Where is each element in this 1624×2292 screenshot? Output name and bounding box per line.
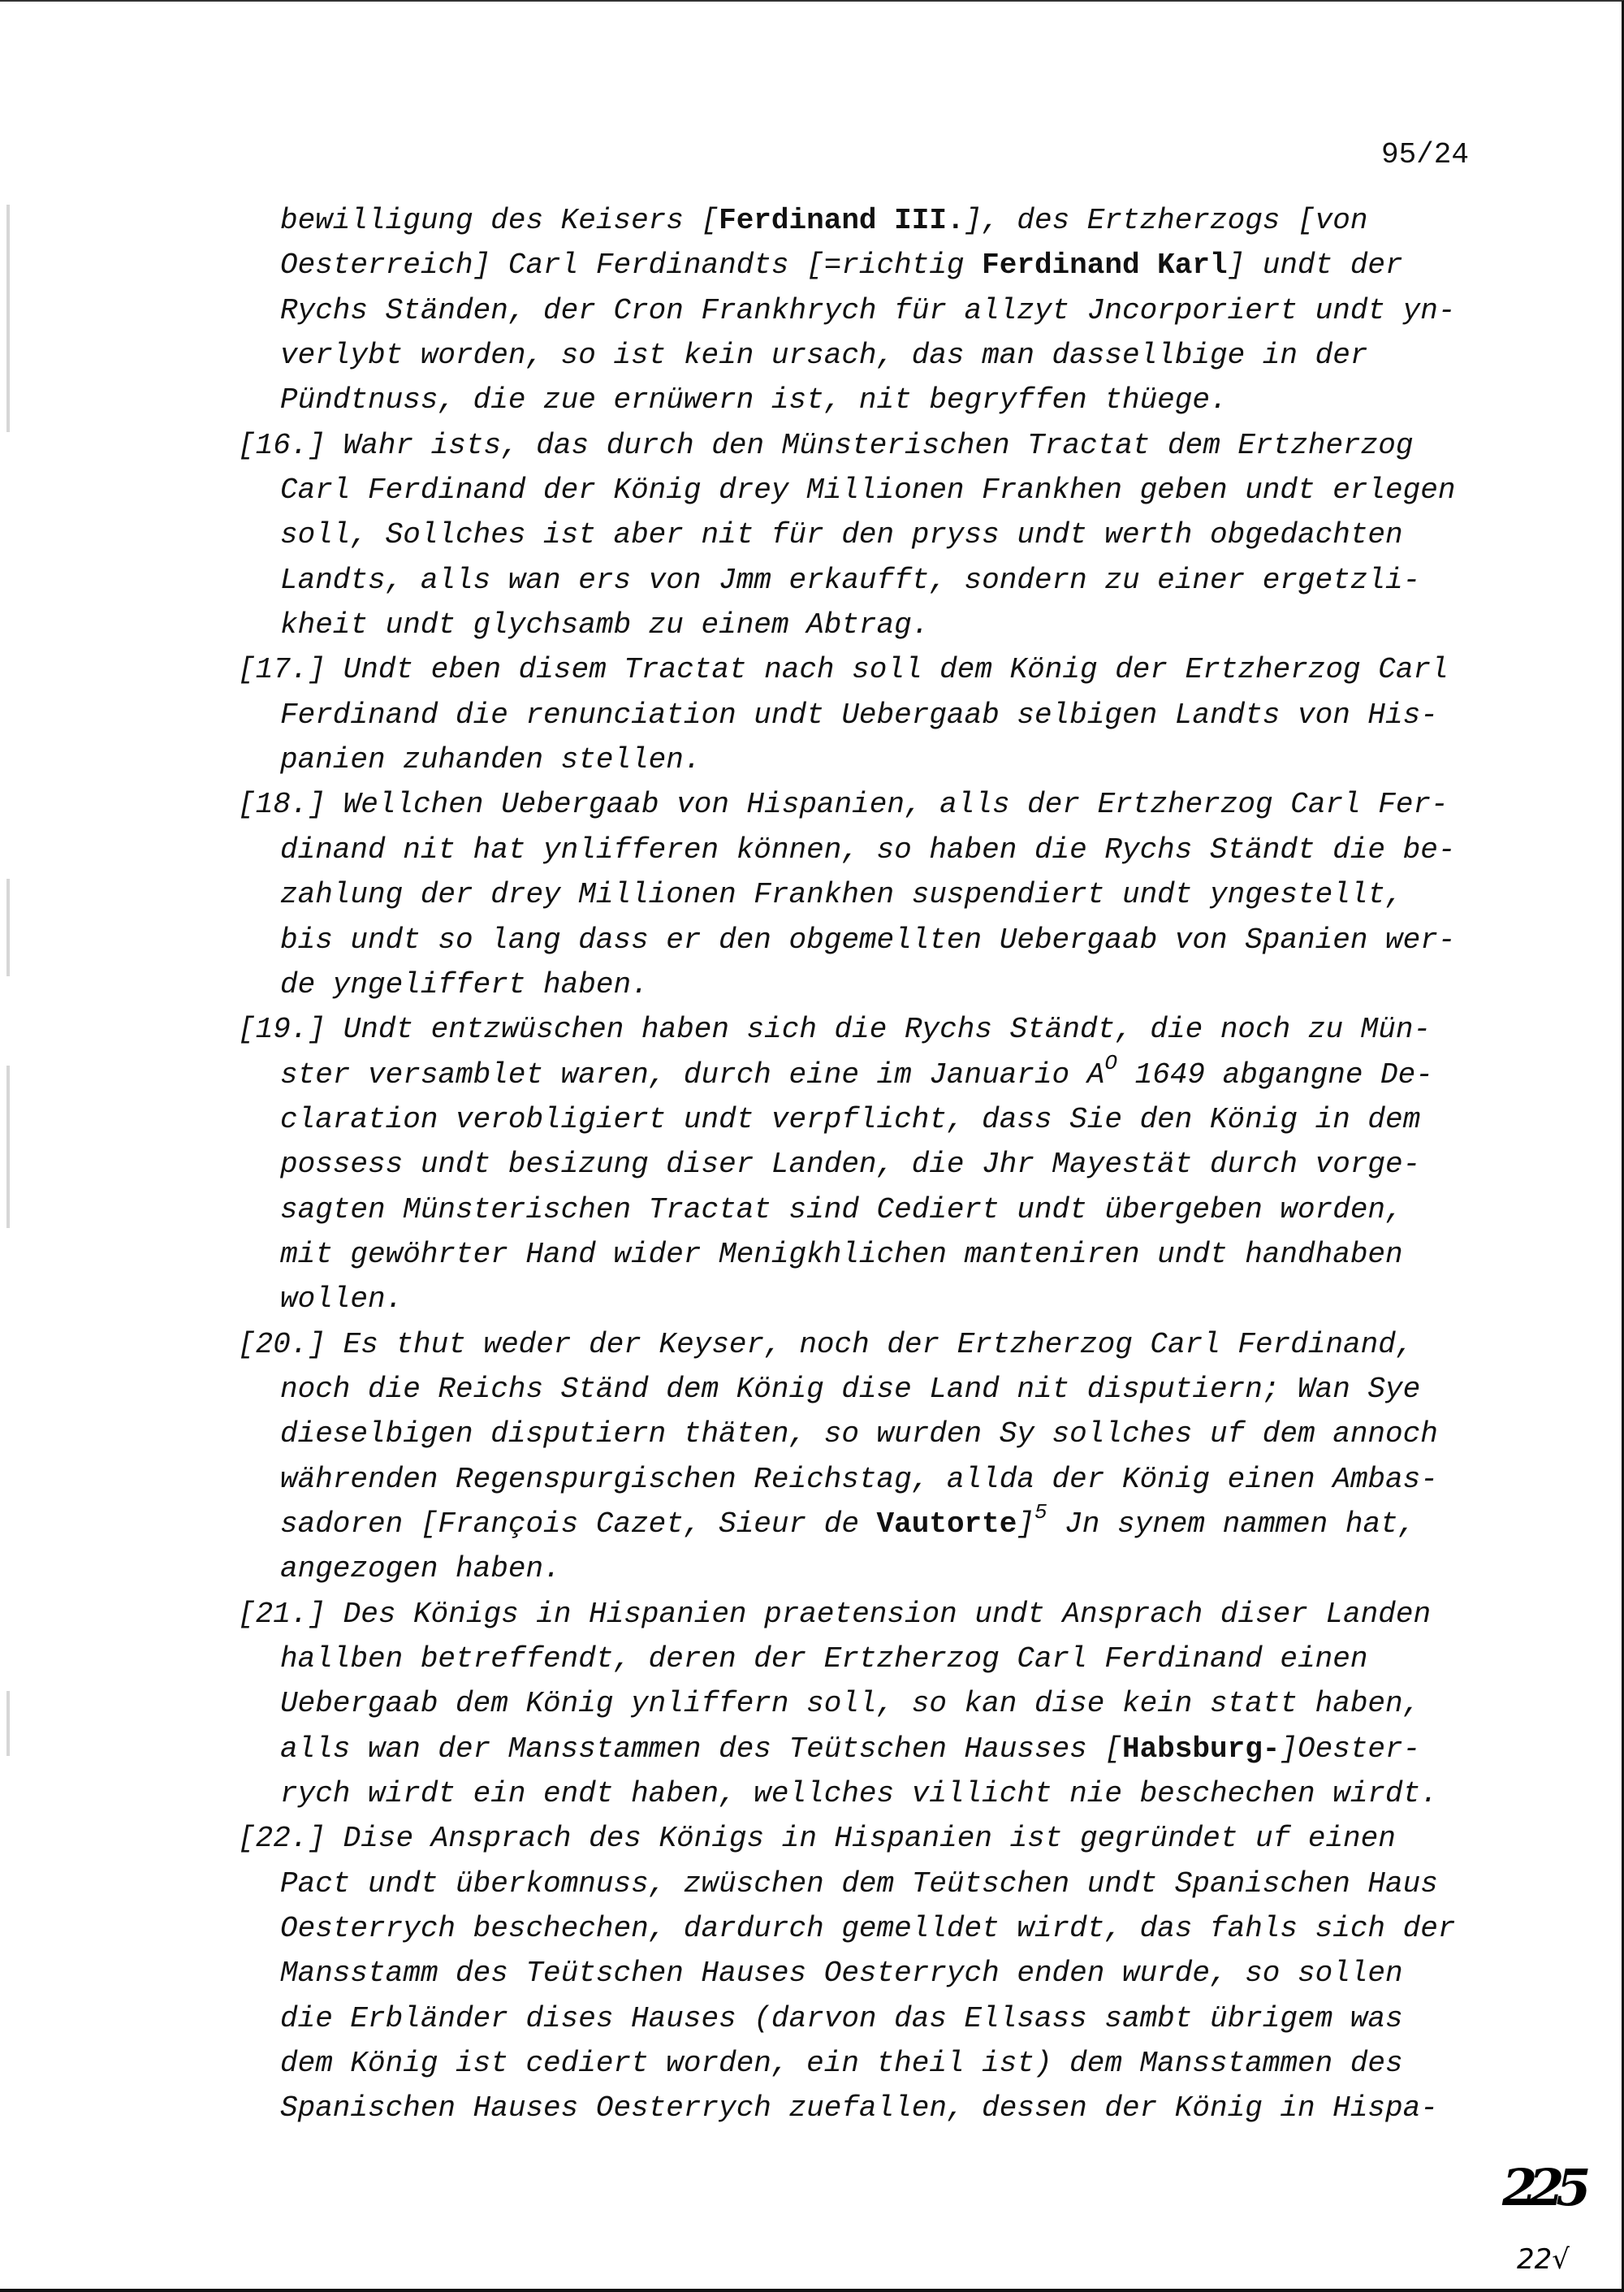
text-segment: Oesterreich] Carl Ferdinandts [=richtig bbox=[280, 249, 983, 283]
text-segment: 1649 abgangne De- bbox=[1116, 1057, 1433, 1092]
text-segment: ] bbox=[1017, 1507, 1034, 1541]
text-line bbox=[0, 1816, 1543, 1861]
text-segment: Oesterrych beschechen, dardurch gemelldet wirdt, das fahls sich der bbox=[280, 1912, 1456, 1946]
text-line bbox=[0, 1322, 1543, 1367]
text-segment: Carl Ferdinand der König drey Millionen Frankhen geben undt erlegen bbox=[280, 474, 1456, 508]
text-line bbox=[0, 1592, 1543, 1637]
superscript: O bbox=[1104, 1050, 1117, 1075]
text-segment: kheit undt glychsamb zu einem Abtrag. bbox=[280, 608, 930, 642]
handwritten-folio-number-small: 22√ bbox=[1517, 2243, 1570, 2276]
text-segment: ], des Ertzherzogs [von bbox=[964, 204, 1368, 237]
text-line bbox=[0, 2086, 1543, 2130]
text-segment: sadoren [François Cazet, Sieur de bbox=[280, 1507, 877, 1541]
text-line bbox=[0, 198, 1543, 243]
document-body bbox=[0, 198, 1543, 2131]
text-line bbox=[0, 872, 1543, 917]
text-line bbox=[0, 737, 1543, 782]
text-segment: sagten Münsterischen Tractat sind Cediert undt übergeben worden, bbox=[280, 1192, 1403, 1226]
text-line bbox=[0, 288, 1543, 333]
text-segment: panien zuhanden stellen. bbox=[280, 743, 702, 777]
text-segment: claration verobligiert undt verpflicht, dass Sie den König in dem bbox=[280, 1102, 1421, 1136]
text-segment: Uebergaab dem König ynliffern soll, so kan dise kein statt haben, bbox=[280, 1687, 1421, 1721]
paragraph-number: [22.] bbox=[238, 1822, 326, 1856]
text-segment: Rychs Ständen, der Cron Frankhrych für allzyt Jncorporiert undt yn- bbox=[280, 293, 1456, 327]
text-line bbox=[0, 1142, 1543, 1187]
bold-name: Vautorte bbox=[876, 1507, 1017, 1541]
text-segment: Landts, alls wan ers von Jmm erkaufft, sondern zu einer ergetzli- bbox=[280, 563, 1421, 597]
text-segment: Dise Ansprach des Königs in Hispanien ist gegründet uf einen bbox=[343, 1822, 1396, 1856]
text-line bbox=[0, 1681, 1543, 1726]
text-segment: dinand nit hat ynlifferen können, so haben die Rychs Ständt die be- bbox=[280, 832, 1456, 867]
text-line bbox=[0, 1996, 1543, 2041]
text-line bbox=[0, 1637, 1543, 1681]
text-line bbox=[0, 1232, 1543, 1277]
text-line bbox=[0, 558, 1543, 603]
text-segment: ster versamblet waren, durch eine im Januario A bbox=[280, 1057, 1105, 1092]
page-number: 95/24 bbox=[1380, 138, 1469, 171]
text-segment: verlybt worden, so ist kein ursach, das man dassellbige in der bbox=[280, 339, 1368, 373]
text-line bbox=[0, 1277, 1543, 1321]
text-segment: alls wan der Mansstammen des Teütschen Hausses [ bbox=[280, 1732, 1122, 1766]
text-segment: Pact undt überkomnuss, zwüschen dem Teütschen undt Spanischen Haus bbox=[280, 1866, 1438, 1901]
bold-name: Habsburg- bbox=[1121, 1732, 1281, 1766]
text-line bbox=[0, 1906, 1543, 1951]
text-line bbox=[0, 1367, 1543, 1412]
paragraph-number: [21.] bbox=[238, 1597, 326, 1631]
text-segment: dieselbigen disputiern thäten, so wurden Sy sollches uf dem annoch bbox=[280, 1417, 1438, 1451]
paragraph-number: [19.] bbox=[238, 1013, 326, 1047]
text-segment: dem König ist cediert worden, ein theil ist) dem Mansstammen des bbox=[280, 2047, 1403, 2081]
text-segment: angezogen haben. bbox=[280, 1552, 561, 1586]
text-line bbox=[0, 1412, 1543, 1456]
paragraph-number: [18.] bbox=[238, 788, 326, 822]
text-segment: bewilligung des Keisers [ bbox=[280, 204, 719, 237]
text-segment: wollen. bbox=[280, 1282, 404, 1317]
text-line bbox=[0, 647, 1543, 692]
text-segment: rych wirdt ein endt haben, wellches villicht nie beschechen wirdt. bbox=[280, 1777, 1438, 1811]
text-line bbox=[0, 1050, 1543, 1097]
text-segment: Spanischen Hauses Oesterrych zuefallen, dessen der König in Hispa- bbox=[280, 2091, 1438, 2126]
text-line bbox=[0, 512, 1543, 557]
text-line bbox=[0, 1771, 1543, 1816]
text-line bbox=[0, 1546, 1543, 1591]
text-line bbox=[0, 962, 1543, 1007]
text-segment: mit gewöhrter Hand wider Menigkhlichen manteniren undt handhaben bbox=[280, 1237, 1403, 1271]
text-segment: ]Oester- bbox=[1280, 1732, 1421, 1766]
text-segment: zahlung der drey Millionen Frankhen suspendiert undt yngestellt, bbox=[280, 878, 1403, 912]
text-line bbox=[0, 378, 1543, 422]
text-segment: bis undt so lang dass er den obgemellten Uebergaab von Spanien wer- bbox=[280, 923, 1456, 957]
text-line bbox=[0, 423, 1543, 468]
handwritten-folio-number: 225 bbox=[1502, 2158, 1583, 2217]
text-segment: Wellchen Uebergaab von Hispanien, alls der Ertzherzog Carl Fer- bbox=[343, 788, 1449, 822]
text-line bbox=[0, 468, 1543, 512]
bold-name: Ferdinand III. bbox=[719, 204, 965, 237]
text-line bbox=[0, 243, 1543, 288]
text-segment: noch die Reichs Ständ dem König dise Land nit disputiern; Wan Sye bbox=[280, 1372, 1421, 1406]
text-segment: Undt eben disem Tractat nach soll dem König der Ertzherzog Carl bbox=[343, 653, 1449, 687]
text-segment: Ferdinand die renunciation undt Uebergaab selbigen Landts von His- bbox=[280, 698, 1438, 732]
text-line bbox=[0, 1862, 1543, 1906]
text-line bbox=[0, 693, 1543, 737]
text-line bbox=[0, 918, 1543, 962]
text-segment: Mansstamm des Teütschen Hauses Oesterrych enden wurde, so sollen bbox=[280, 1957, 1403, 1991]
text-segment: possess undt besizung diser Landen, die Jhr Mayestät durch vorge- bbox=[280, 1148, 1421, 1182]
text-line bbox=[0, 333, 1543, 378]
text-segment: Jn synem nammen hat, bbox=[1047, 1507, 1416, 1541]
text-segment: währenden Regenspurgischen Reichstag, allda der König einen Ambas- bbox=[280, 1462, 1438, 1496]
superscript: 5 bbox=[1034, 1499, 1047, 1524]
paragraph-number: [17.] bbox=[238, 653, 326, 687]
text-line bbox=[0, 1007, 1543, 1052]
text-segment: Undt entzwüschen haben sich die Rychs Ständt, die noch zu Mün- bbox=[343, 1013, 1432, 1047]
text-segment: de yngeliffert haben. bbox=[280, 967, 649, 1001]
text-line bbox=[0, 1457, 1543, 1502]
text-segment: die Erbländer dises Hauses (darvon das Ellsass sambt übrigem was bbox=[280, 2001, 1403, 2035]
text-segment: hallben betreffendt, deren der Ertzherzog Carl Ferdinand einen bbox=[280, 1642, 1368, 1676]
bold-name: Ferdinand Karl bbox=[982, 249, 1228, 283]
text-line bbox=[0, 1097, 1543, 1142]
text-segment: Wahr ists, das durch den Münsterischen Tractat dem Ertzherzog bbox=[343, 428, 1414, 462]
text-segment: Pündtnuss, die zue ernüwern ist, nit begryffen thüege. bbox=[280, 383, 1228, 417]
text-line bbox=[0, 1187, 1543, 1232]
paragraph-number: [16.] bbox=[238, 428, 326, 462]
paragraph-number: [20.] bbox=[238, 1327, 326, 1361]
text-segment: ] undt der bbox=[1227, 249, 1403, 283]
text-segment: Des Königs in Hispanien praetension undt Ansprach diser Landen bbox=[343, 1597, 1432, 1631]
text-line bbox=[0, 603, 1543, 647]
text-line bbox=[0, 2041, 1543, 2086]
text-line bbox=[0, 782, 1543, 827]
text-line bbox=[0, 1727, 1543, 1771]
text-line bbox=[0, 828, 1543, 872]
text-line bbox=[0, 1951, 1543, 1996]
text-segment: Es thut weder der Keyser, noch der Ertzherzog Carl Ferdinand, bbox=[343, 1327, 1414, 1361]
text-segment: soll, Sollches ist aber nit für den pryss undt werth obgedachten bbox=[280, 518, 1403, 552]
text-line bbox=[0, 1499, 1543, 1546]
